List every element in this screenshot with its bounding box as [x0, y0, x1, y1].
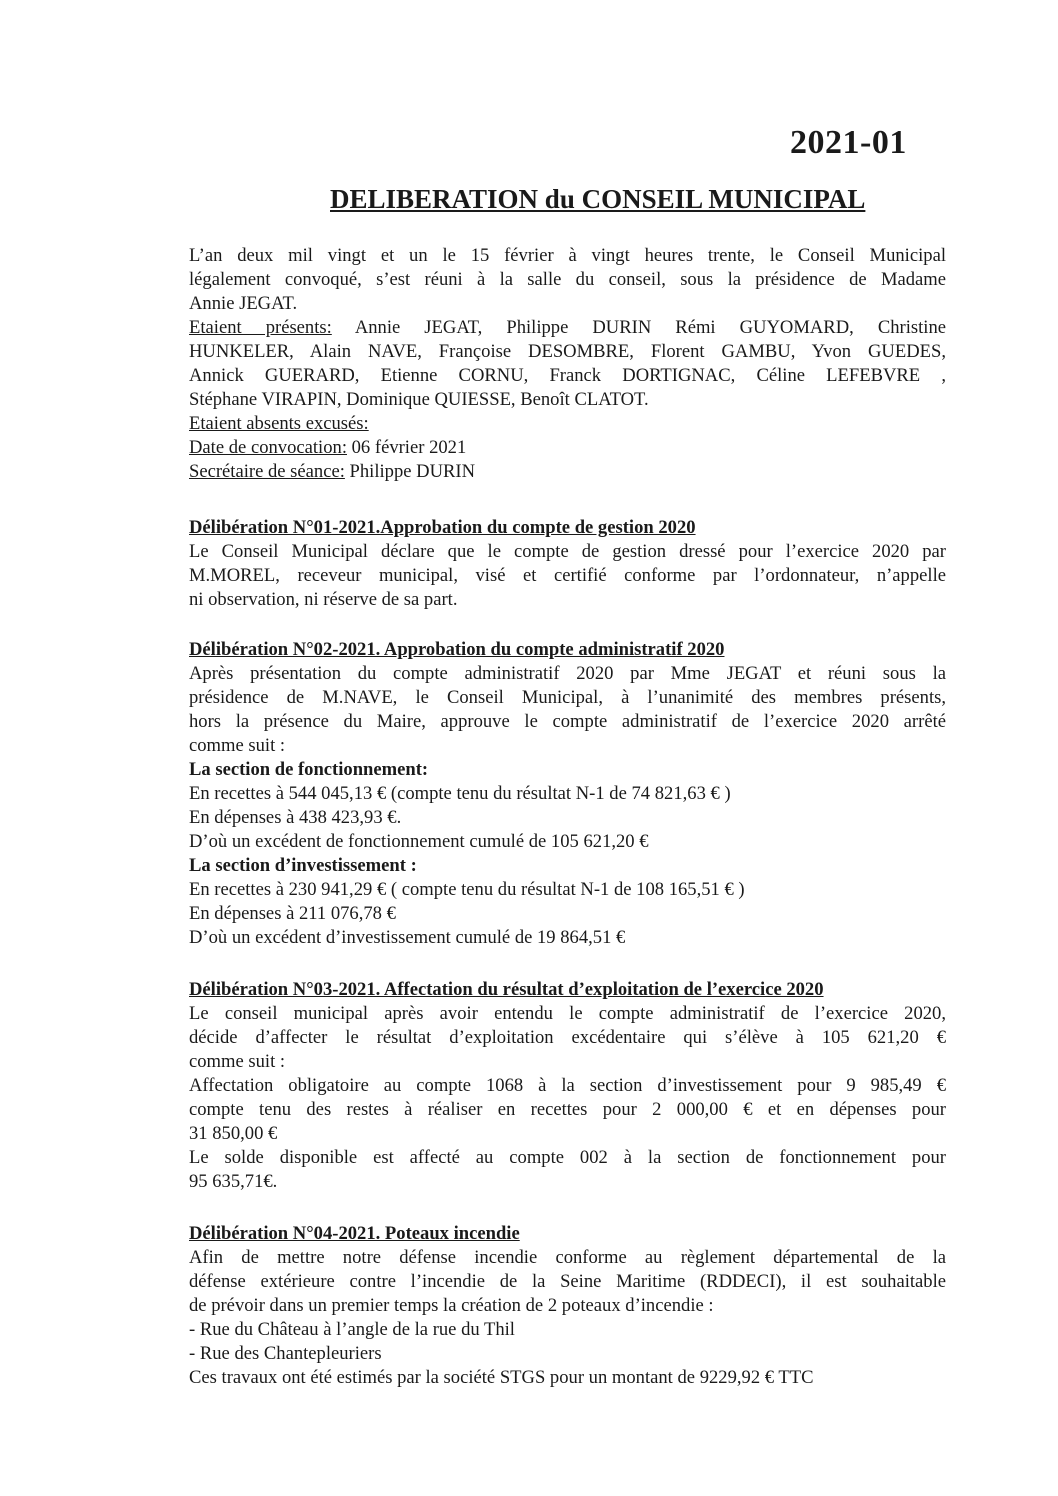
section-heading: Délibération N°04-2021. Poteaux incendie	[189, 1223, 520, 1244]
section-line: comme suit :	[189, 735, 286, 756]
section-line: décide d’affecter le résultat d’exploitation excédentaire qui s’élève à 105 621,20 €	[189, 1027, 946, 1048]
section-heading: Délibération N°02-2021. Approbation du compte administratif 2020	[189, 639, 725, 660]
secretary-name: Philippe DURIN	[344, 461, 476, 482]
secretary-label: Secrétaire de séance:	[189, 461, 345, 482]
present-label: Etaient présents:	[189, 317, 332, 338]
absent-line	[189, 412, 946, 436]
intro-line: Annie JEGAT.	[189, 293, 298, 314]
fonctionnement-heading: La section de fonctionnement:	[189, 759, 429, 780]
deliberation-number: 2021-01	[790, 124, 907, 161]
secretary-line	[189, 460, 946, 484]
present-line: Stéphane VIRAPIN, Dominique QUIESSE, Benoît CLATOT.	[189, 389, 649, 410]
section-heading: Délibération N°01-2021.Approbation du compte de gestion 2020	[189, 517, 696, 538]
fonctionnement-line: D’où un excédent de fonctionnement cumulé de 105 621,20 €	[189, 831, 649, 852]
investissement-line: En dépenses à 211 076,78 €	[189, 903, 396, 924]
section-line: défense extérieure contre l’incendie de la Seine Maritime (RDDECI), il est souhaitable	[189, 1271, 946, 1292]
section-line: Le conseil municipal après avoir entendu le compte administratif de l’exercice 2020,	[189, 1003, 946, 1024]
convocation-line	[189, 436, 946, 460]
convocation-date: 06 février 2021	[346, 437, 467, 458]
present-line: Annick GUERARD, Etienne CORNU, Franck DORTIGNAC, Céline LEFEBVRE ,	[189, 365, 946, 386]
section-line: compte tenu des restes à réaliser en recettes pour 2 000,00 € et en dépenses pour	[189, 1099, 946, 1120]
section-line: - Rue des Chantepleuriers	[189, 1343, 382, 1364]
section-line: 95 635,71€.	[189, 1171, 278, 1192]
section-line: - Rue du Château à l’angle de la rue du Thil	[189, 1319, 515, 1340]
convocation-label: Date de convocation:	[189, 437, 347, 458]
absent-label: Etaient absents excusés:	[189, 413, 369, 434]
present-line	[189, 316, 946, 340]
section-line: Afin de mettre notre défense incendie conforme au règlement départemental de la	[189, 1247, 946, 1268]
section-line: comme suit :	[189, 1051, 286, 1072]
section-line: M.MOREL, receveur municipal, visé et certifié conforme par l’ordonnateur, n’appelle	[189, 565, 946, 586]
section-line: Le solde disponible est affecté au compte 002 à la section de fonctionnement pour	[189, 1147, 946, 1168]
section-line: 31 850,00 €	[189, 1123, 278, 1144]
deliberation-section-03	[189, 978, 946, 1194]
section-line: hors la présence du Maire, approuve le compte administratif de l’exercice 2020 arrêté	[189, 711, 946, 732]
section-line: présidence de M.NAVE, le Conseil Municipal, à l’unanimité des membres présents,	[189, 687, 946, 708]
fonctionnement-line: En recettes à 544 045,13 € (compte tenu du résultat N-1 de 74 821,63 € )	[189, 783, 731, 804]
investissement-line: D’où un excédent d’investissement cumulé de 19 864,51 €	[189, 927, 626, 948]
deliberation-section-01	[189, 516, 946, 612]
section-heading: Délibération N°03-2021. Affectation du résultat d’exploitation de l’exercice 2020	[189, 979, 824, 1000]
investissement-line: En recettes à 230 941,29 € ( compte tenu du résultat N-1 de 108 165,51 € )	[189, 879, 745, 900]
fonctionnement-line: En dépenses à 438 423,93 €.	[189, 807, 402, 828]
section-line: Le Conseil Municipal déclare que le compte de gestion dressé pour l’exercice 2020 par	[189, 541, 946, 562]
section-line: Après présentation du compte administratif 2020 par Mme JEGAT et réuni sous la	[189, 663, 946, 684]
intro-line: légalement convoqué, s’est réuni à la salle du conseil, sous la présidence de Madame	[189, 269, 946, 290]
section-line: de prévoir dans un premier temps la création de 2 poteaux d’incendie :	[189, 1295, 714, 1316]
deliberation-section-04	[189, 1222, 946, 1390]
present-line: HUNKELER, Alain NAVE, Françoise DESOMBRE, Florent GAMBU, Yvon GUEDES,	[189, 341, 946, 362]
section-line: ni observation, ni réserve de sa part.	[189, 589, 458, 610]
investissement-heading: La section d’investissement :	[189, 855, 417, 876]
deliberation-section-02	[189, 638, 946, 950]
document-title: DELIBERATION du CONSEIL MUNICIPAL	[330, 184, 866, 214]
intro-block	[189, 244, 946, 484]
section-line: Ces travaux ont été estimés par la société STGS pour un montant de 9229,92 € TTC	[189, 1367, 814, 1388]
present-names: Annie JEGAT, Philippe DURIN Rémi GUYOMARD, Christine	[331, 317, 946, 338]
section-line: Affectation obligatoire au compte 1068 à la section d’investissement pour 9 985,49 €	[189, 1075, 946, 1096]
intro-line: L’an deux mil vingt et un le 15 février à vingt heures trente, le Conseil Municipal	[189, 245, 946, 266]
